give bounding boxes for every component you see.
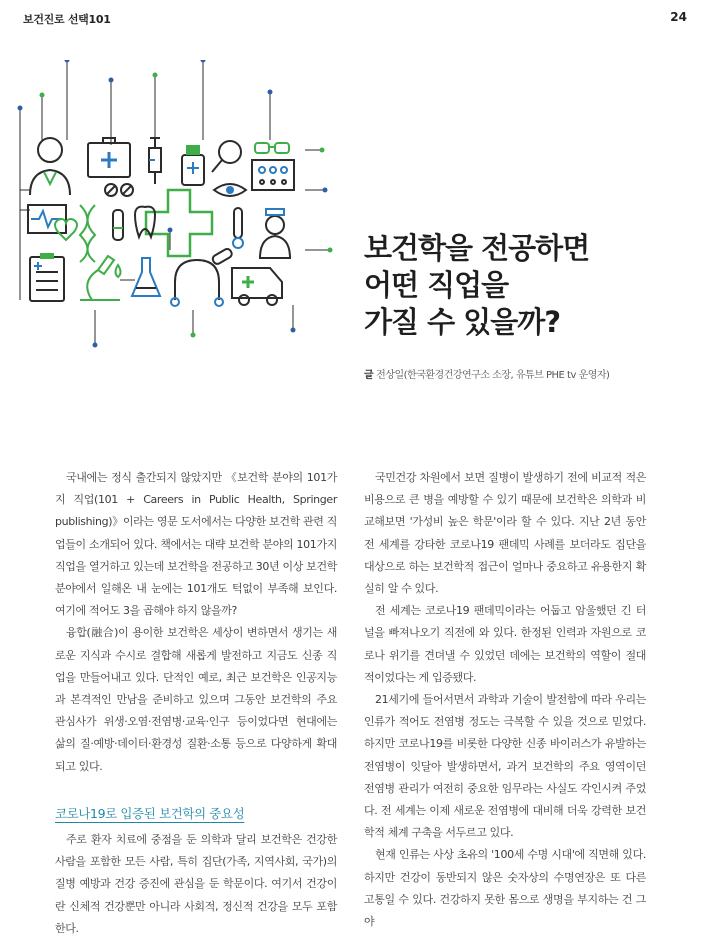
title-line-3: 가질 수 있을까?: [364, 305, 561, 339]
page-number: 24: [670, 10, 687, 24]
medicine-bottle-icon: [182, 145, 204, 185]
section-heading: 코로나19로 입증된 보건학의 중요성: [55, 805, 245, 821]
title-line-2: 어떤 직업을: [364, 268, 509, 302]
bandage-icon: [211, 248, 233, 266]
paragraph: 21세기에 들어서면서 과학과 기술이 발전함에 따라 우리는 인류가 적어도 전염병 정도는 극복할 수 있을 것으로 믿었다. 하지만 코로나19를 비롯한 다양한 신종 바이러스가 유발하는 전염병이 잇달아 발생하면서, 과거 보건학의 주요 영역이던 전염병 관리가 여전히 중요한 임무라는 사실도 각인시켜 주었다. 전 세계는 이제 새로운 전염병에 대비해 더욱 강력한 보건학적 체계 구축을 서두르고 있다.: [364, 693, 646, 840]
title-line-1: 보건학을 전공하면: [364, 231, 590, 265]
eye-icon: [214, 184, 246, 196]
left-column: [55, 467, 337, 940]
flask-icon: [132, 258, 160, 296]
magnifier-icon: [212, 141, 241, 172]
paragraph: 전 세계는 코로나19 팬데믹이라는 어둡고 암울했던 긴 터널을 빠져나오기 직전에 와 있다. 한정된 인력과 자원으로 코로나 위기를 견뎌낼 수 있었던 데에는 보건학의 역할이 절대적이었다는 게 입증됐다.: [364, 604, 646, 684]
paragraph: 국내에는 정식 출간되지 않았지만 《보건학 분야의 101가지 직업(101 + Careers in Public Health, Springer publishing)》이라는 영문 도서에서는 다양한 보건학 관련 직업들이 소개되어 있다. 책에서는 대략 보건학 분야의 101가지 직업을 열거하고 있는데 보건학을 전공하고 30년 이상 보건학 분야에서 일해온 내 눈에는 101개도 턱없이 부족해 보인다. 여기에 적어도 3을 곱해야 하지 않을까?: [55, 471, 337, 618]
glasses-icon: [255, 143, 289, 153]
syringe-icon: [149, 138, 161, 184]
byline: [364, 366, 609, 381]
paragraph: 국민건강 차원에서 보면 질병이 발생하기 전에 비교적 적은 비용으로 큰 병을 예방할 수 있기 때문에 보건학은 의학과 비교해보면 '가성비 높은 학문'이라 할 수 있다. 지난 2년 동안 전 세계를 강타한 코로나19 팬데믹 사례를 보더라도 집단을 대상으로 하는 보건학적 접근이 얼마나 중요하고 유용한지 확실히 알 수 있다.: [364, 471, 646, 596]
article-title: [364, 230, 684, 341]
ambulance-icon: [232, 268, 282, 305]
eye-chart-icon: [252, 160, 294, 190]
microscope-icon: [80, 256, 120, 300]
dna-icon: [80, 205, 95, 262]
series-title: 보건진로 선택101: [23, 13, 111, 26]
drop-icon: [116, 265, 121, 277]
first-aid-kit-icon: [88, 138, 130, 177]
paragraph: 융합(融合)이 용이한 보건학은 세상이 변하면서 생기는 새로운 지식과 수시로 결합해 새롭게 발전하고 지금도 신종 직업을 만들어내고 있다. 단적인 예로, 최근 보건학은 인공지능과 본격적인 만남을 준비하고 있으며 그동안 보건학의 주요 관심사가 위생·오염·전염병·교육·인구 등이었다면 현대에는 삶의 질·예방·데이터·환경성 질환·소통 등으로 다양하게 확대되고 있다.: [55, 626, 337, 773]
test-tube-icon: [113, 210, 123, 240]
paragraph: 현재 인류는 사상 초유의 '100세 수명 시대'에 직면해 있다. 하지만 건강이 동반되지 않은 숫자상의 수명연장은 또 다른 고통일 수 있다. 건강하지 못한 몸으로 생명을 부지하는 건 그야: [364, 848, 646, 929]
doctor-icon: [30, 138, 70, 195]
right-column: [364, 467, 646, 933]
clipboard-icon: [30, 253, 64, 301]
byline-prefix: 글: [364, 370, 374, 381]
thermometer-icon: [233, 208, 243, 248]
nurse-icon: [260, 209, 290, 258]
paragraph: 주로 환자 치료에 중점을 둔 의학과 달리 보건학은 건강한 사람을 포함한 모든 사람, 특히 집단(가족, 지역사회, 국가)의 질병 예방과 건강 증진에 관심을 둔 학문이다. 여기서 건강이란 신체적 건강뿐만 아니라 사회적, 정신적 건강을 모두 포함한다.: [55, 833, 337, 935]
byline-author: 전상일(한국환경건강연구소 소장, 유튜브 PHE tv 운영자): [376, 370, 610, 381]
stethoscope-icon: [171, 260, 223, 306]
pills-icon: [105, 184, 133, 196]
medical-cross-icon: [146, 190, 212, 256]
health-icons-illustration: [0, 60, 340, 360]
